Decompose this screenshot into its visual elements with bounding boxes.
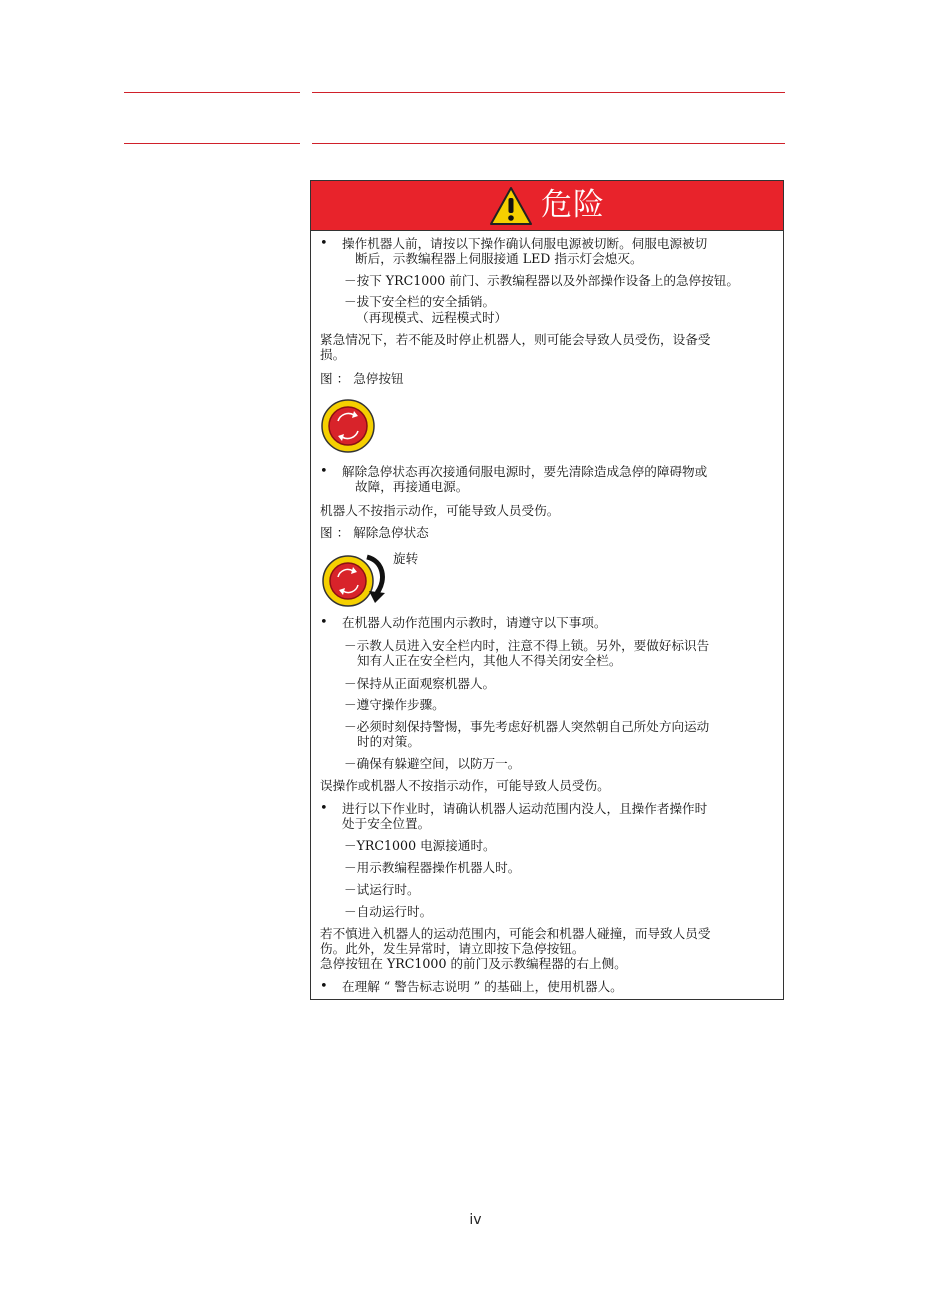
bullet-4-sub-1: －YRC1000 电源接通时。: [344, 838, 496, 853]
bullet-5-line-1: 在理解 “ 警告标志说明 ” 的基础上，使用机器人。: [342, 979, 623, 994]
bullet-4-sub-3: －试运行时。: [344, 882, 420, 897]
header-rule-left-bottom: [124, 143, 300, 144]
bullet-2-line-1: 解除急停状态再次接通伺服电源时，要先清除造成急停的障碍物或: [342, 464, 708, 479]
bullet-1-line-2: 断后，示教编程器上伺服接通 LED 指示灯会熄灭。: [355, 251, 643, 266]
bullet-3-sub-4-line-1: －必须时刻保持警惕，事先考虑好机器人突然朝自己所处方向运动: [344, 719, 710, 734]
bullet-2-line-2: 故障，再接通电源。: [355, 479, 469, 494]
danger-notice-box: [310, 180, 784, 1000]
bullet-3-line-1: 在机器人动作范围内示教时，请遵守以下事项。: [342, 615, 607, 630]
bullet-4-line-2: 处于安全位置。: [342, 816, 431, 831]
bullet-1-sub-2: －拔下安全栏的安全插销。: [344, 294, 496, 309]
bullet-1-line-1: 操作机器人前，请按以下操作确认伺服电源被切断。伺服电源被切: [342, 236, 708, 251]
bullet-4-note-line-3: 急停按钮在 YRC1000 的前门及示教编程器的右上侧。: [320, 956, 627, 971]
warning-triangle-icon: [489, 186, 533, 226]
figure-2-rotate-label: 旋转: [393, 551, 419, 566]
bullet-3-sub-5: －确保有躲避空间，以防万一。: [344, 756, 521, 771]
page-number: iv: [469, 1212, 482, 1228]
header-rule-right-top: [312, 92, 785, 93]
bullet-marker: •: [320, 464, 328, 479]
bullet-3-sub-2: －保持从正面观察机器人。: [344, 676, 496, 691]
bullet-4-sub-4: －自动运行时。: [344, 904, 433, 919]
header-rule-left-top: [124, 92, 300, 93]
bullet-1-sub-2-note: （再现模式、远程模式时）: [356, 310, 508, 325]
figure-2-caption: 图 ： 解除急停状态: [320, 525, 429, 540]
bullet-marker: •: [320, 801, 328, 816]
bullet-2-note: 机器人不按指示动作，可能导致人员受伤。: [320, 503, 560, 518]
bullet-1-note-line-2: 损。: [320, 347, 346, 362]
danger-title: 危险: [541, 187, 605, 223]
figure-1-caption: 图 ： 急停按钮: [320, 371, 404, 386]
bullet-4-sub-2: －用示教编程器操作机器人时。: [344, 860, 521, 875]
bullet-marker: •: [320, 615, 328, 630]
rotate-arrow-icon: [363, 553, 393, 603]
header-rule-right-bottom: [312, 143, 785, 144]
emergency-stop-button-icon: [321, 399, 375, 453]
bullet-3-note: 误操作或机器人不按指示动作，可能导致人员受伤。: [320, 778, 610, 793]
bullet-4-note-line-2: 伤。此外，发生异常时，请立即按下急停按钮。: [320, 941, 585, 956]
bullet-3-sub-1-line-2: 知有人正在安全栏内，其他人不得关闭安全栏。: [357, 653, 622, 668]
bullet-3-sub-4-line-2: 时的对策。: [357, 734, 420, 749]
bullet-4-line-1: 进行以下作业时，请确认机器人运动范围内没人，且操作者操作时: [342, 801, 708, 816]
bullet-1-note-line-1: 紧急情况下，若不能及时停止机器人，则可能会导致人员受伤，设备受: [320, 332, 711, 347]
bullet-marker: •: [320, 979, 328, 994]
bullet-3-sub-3: －遵守操作步骤。: [344, 697, 445, 712]
danger-header: [311, 181, 783, 231]
bullet-marker: •: [320, 236, 328, 251]
bullet-3-sub-1-line-1: －示教人员进入安全栏内时，注意不得上锁。另外，要做好标识告: [344, 638, 710, 653]
bullet-1-sub-1: －按下 YRC1000 前门、示教编程器以及外部操作设备上的急停按钮。: [344, 273, 739, 288]
bullet-4-note-line-1: 若不慎进入机器人的运动范围内，可能会和机器人碰撞，而导致人员受: [320, 926, 711, 941]
